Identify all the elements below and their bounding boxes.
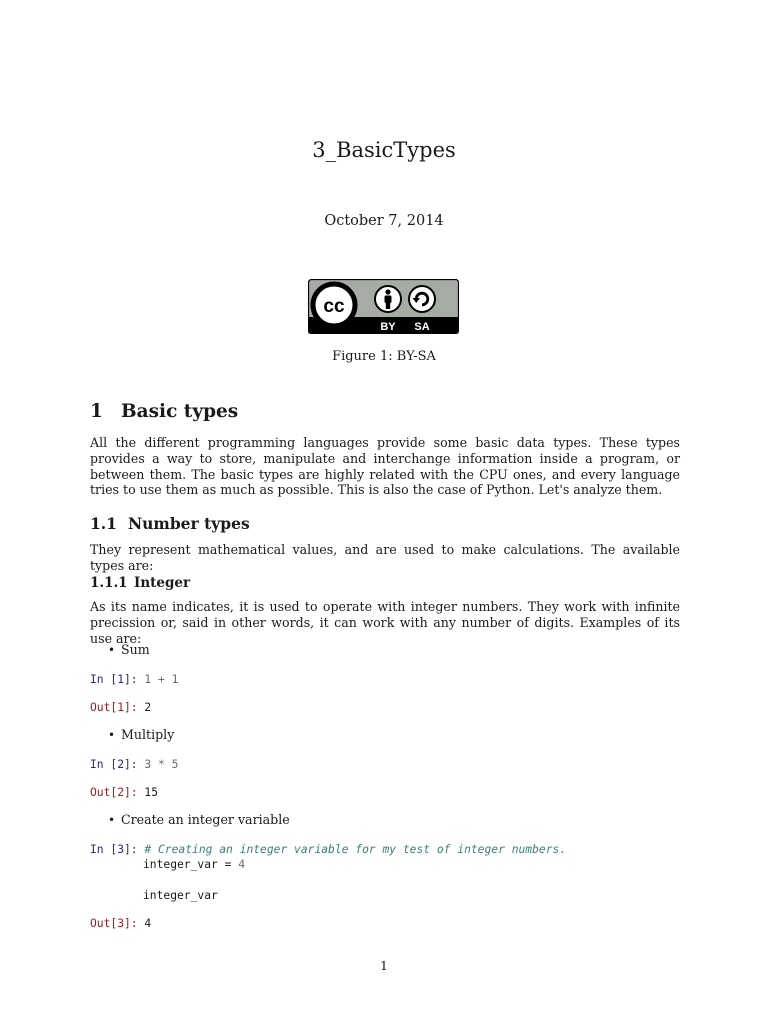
output-prompt: Out[2]: (90, 786, 138, 799)
code-operator: = (217, 858, 239, 871)
subsubsection-number: 1.1.1 (90, 575, 128, 591)
section-number: 1 (90, 401, 103, 422)
subsection-number: 1.1 (90, 514, 117, 533)
bullet-icon: • (108, 813, 116, 827)
code-input-cell (90, 757, 178, 773)
paragraph-line: As its name indicates, it is used to operate with integer numbers. They work with infinite precission or, said (90, 599, 680, 630)
bullet-icon: • (108, 728, 116, 742)
bullet-icon: • (108, 643, 116, 657)
cc-by-sa-badge-icon (308, 279, 459, 334)
number-types-paragraph: They represent mathematical values, and are used to make calculations. The available types are: (90, 542, 680, 573)
code-comment: # Creating an integer variable for my test of integer numbers. (144, 843, 567, 856)
code-identifier: integer_var (143, 858, 218, 871)
list-item-label: Create an integer variable (121, 812, 290, 827)
code-output-cell (90, 700, 151, 716)
section-heading-basic-types (90, 401, 238, 422)
input-prompt: In [2]: (90, 758, 138, 771)
list-item-label: Multiply (121, 727, 175, 742)
output-prompt: Out[1]: (90, 701, 138, 714)
code-text: 1 + 1 (144, 673, 179, 686)
output-value: 15 (144, 786, 159, 799)
paragraph-line: All the different programming languages provide some basic data types. These types provides a way to (90, 435, 680, 466)
code-input-cell (90, 672, 178, 688)
cc-mark-text: cc (323, 296, 345, 317)
basic-types-paragraph (90, 435, 680, 498)
output-value: 2 (144, 701, 152, 714)
page-number: 1 (380, 958, 388, 973)
output-value: 4 (144, 917, 152, 930)
badge-label-by: BY (380, 321, 396, 333)
code-line (143, 858, 245, 871)
integer-paragraph (90, 599, 680, 646)
code-output-cell (90, 916, 151, 932)
paragraph-line: highly related with the CPU ones, and every language tries to use them as much as possible. This is also (90, 466, 680, 498)
input-prompt: In [3]: (90, 843, 138, 856)
code-number: 4 (238, 858, 246, 871)
paragraph-line: the case of Python. Let's analyze them. (412, 482, 663, 498)
section-title: Basic types (121, 401, 239, 422)
list-item (108, 642, 150, 657)
paragraph-line: store, manipulate and interchange information inside a program, or between them. The basic types are (90, 450, 680, 482)
code-text: 3 * 5 (144, 758, 179, 771)
output-prompt: Out[3]: (90, 917, 138, 930)
input-prompt: In [1]: (90, 673, 138, 686)
subsection-heading-number-types (90, 514, 250, 533)
code-output-cell (90, 785, 158, 801)
paragraph-line: in other words, it can work with any number of digits. Examples of its use are: (90, 614, 680, 646)
code-line: integer_var (143, 889, 218, 902)
badge-label-sa: SA (414, 321, 430, 333)
subsubsection-heading-integer (90, 575, 190, 591)
code-input-cell (90, 842, 566, 858)
figure-caption: Figure 1: BY-SA (332, 349, 436, 364)
subsection-title: Number types (128, 514, 250, 533)
document-title: 3_BasicTypes (312, 138, 456, 162)
list-item (108, 727, 174, 742)
document-date: October 7, 2014 (324, 213, 444, 229)
subsubsection-title: Integer (134, 575, 191, 591)
list-item-label: Sum (121, 642, 150, 657)
list-item (108, 812, 290, 827)
